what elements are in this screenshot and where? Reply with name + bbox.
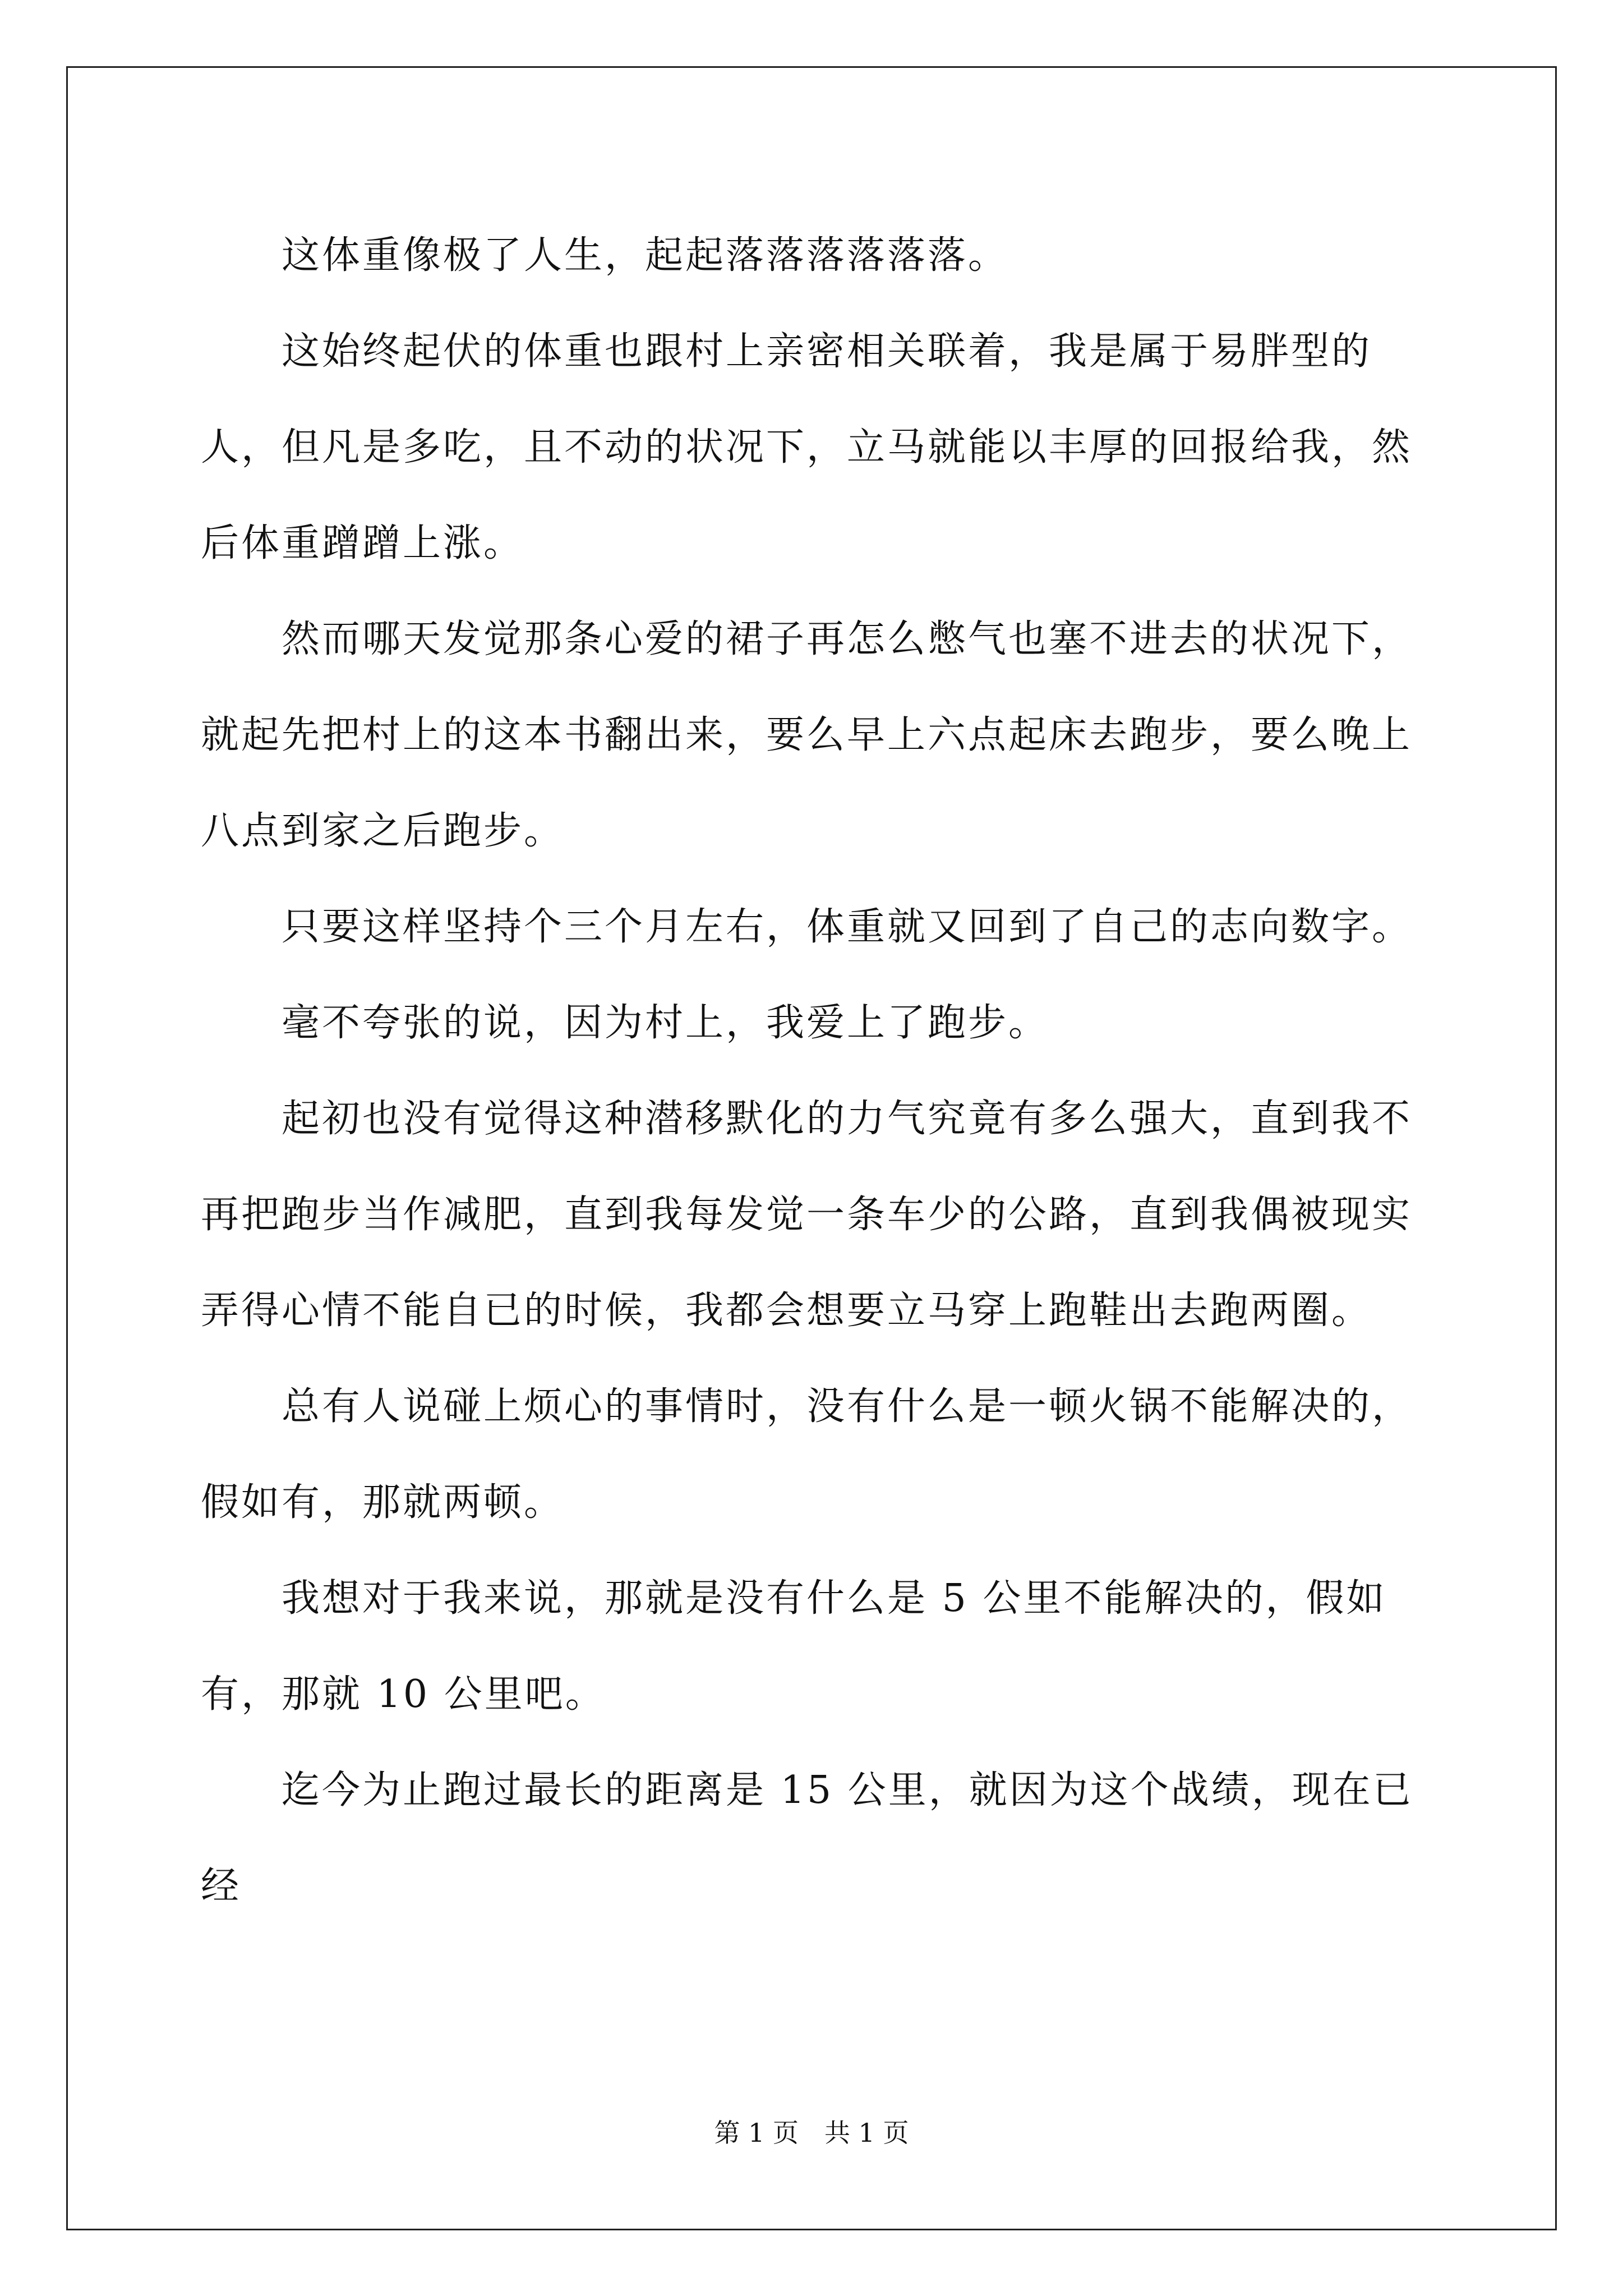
page-total: 共 1 页	[824, 2118, 909, 2148]
paragraph: 起初也没有觉得这种潜移默化的力气究竟有多么强大，直到我不再把跑步当作减肥，直到我每发觉一条车少的公路，直到我偶被现实弄得心情不能自已的时候，我都会想要立马穿上跑鞋出去跑两圈。	[201, 1097, 1413, 1333]
paragraph: 毫不夸张的说，因为村上，我爱上了跑步。	[282, 1001, 1049, 1045]
paragraph: 然而哪天发觉那条心爱的裙子再怎么憋气也塞不进去的状况下，就起先把村上的这本书翻出来，要么早上六点起床去跑步，要么晚上八点到家之后跑步。	[201, 617, 1413, 853]
paragraph: 只要这样坚持个三个月左右，体重就又回到了自己的志向数字。	[282, 905, 1413, 949]
paragraph: 总有人说碰上烦心的事情时，没有什么是一顿火锅不能解决的，假如有，那就两顿。	[201, 1384, 1413, 1525]
page-footer	[0, 2116, 1623, 2150]
document-body	[201, 208, 1435, 1934]
paragraph: 我想对于我来说，那就是没有什么是 5 公里不能解决的，假如有，那就 10 公里吧。	[201, 1576, 1387, 1717]
page-number: 第 1 页	[714, 2118, 799, 2148]
paragraph: 这体重像极了人生，起起落落落落落落。	[282, 233, 1009, 278]
paragraph: 迄今为止跑过最长的距离是 15 公里，就因为这个战绩，现在已经	[201, 1768, 1413, 1908]
paragraph: 这始终起伏的体重也跟村上亲密相关联着，我是属于易胖型的人，但凡是多吃，且不动的状况下，立马就能以丰厚的回报给我，然后体重蹭蹭上涨。	[201, 329, 1413, 565]
